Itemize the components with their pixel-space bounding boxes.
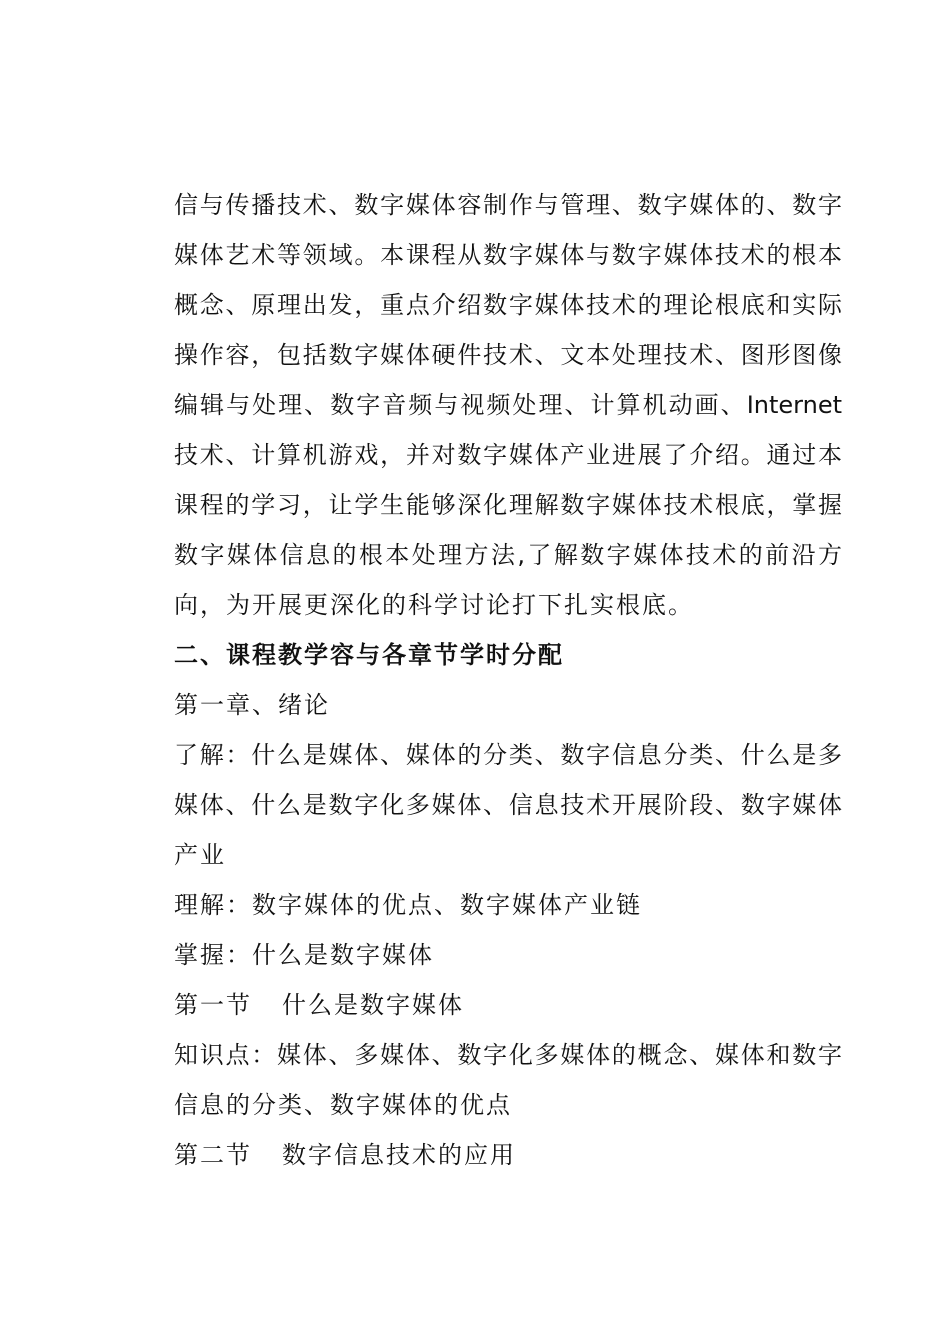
- section-label: 第二节: [174, 1141, 252, 1169]
- section-name: 数字信息技术的应用: [282, 1141, 516, 1169]
- paragraph-line: 媒体艺术等领域。本课程从数字媒体与数字媒体技术的根本: [174, 241, 842, 269]
- paragraph-line: 课程的学习，让学生能够深化理解数字媒体技术根底，掌握: [174, 491, 842, 519]
- section-heading: 二、课程教学容与各章节学时分配: [174, 641, 564, 669]
- intro-paragraph: [174, 180, 842, 630]
- paragraph-line: 媒体、什么是数字化多媒体、信息技术开展阶段、数字媒体: [174, 791, 842, 819]
- paragraph-line: 知识点：媒体、多媒体、数字化多媒体的概念、媒体和数字: [174, 1041, 842, 1069]
- knowledge-paragraph: [174, 1030, 842, 1130]
- paragraph-line: 信与传播技术、数字媒体容制作与管理、数字媒体的、数字: [174, 191, 842, 219]
- paragraph-line: 技术、计算机游戏，并对数字媒体产业进展了介绍。通过本: [174, 441, 842, 469]
- comprehend-line: 理解：数字媒体的优点、数字媒体产业链: [174, 891, 642, 919]
- paragraph-line: 编辑与处理、数字音频与视频处理、计算机动画、Internet: [174, 391, 842, 419]
- section-name: 什么是数字媒体: [282, 991, 464, 1019]
- paragraph-line: 数字媒体信息的根本处理方法,了解数字媒体技术的前沿方: [174, 541, 842, 569]
- section-title: [174, 1130, 842, 1180]
- paragraph-line: 向，为开展更深化的科学讨论打下扎实根底。: [174, 591, 694, 619]
- paragraph-line: 概念、原理出发，重点介绍数字媒体技术的理论根底和实际: [174, 291, 842, 319]
- chapter-title: 第一章、绪论: [174, 691, 330, 719]
- paragraph-line: 信息的分类、数字媒体的优点: [174, 1091, 512, 1119]
- paragraph-line: 产业: [174, 841, 226, 869]
- understand-paragraph: [174, 730, 842, 880]
- section-title: [174, 980, 842, 1030]
- paragraph-line: 操作容，包括数字媒体硬件技术、文本处理技术、图形图像: [174, 341, 842, 369]
- paragraph-line: 了解：什么是媒体、媒体的分类、数字信息分类、什么是多: [174, 741, 842, 769]
- document-page: [174, 180, 842, 1180]
- master-line: 掌握：什么是数字媒体: [174, 941, 434, 969]
- section-label: 第一节: [174, 991, 252, 1019]
